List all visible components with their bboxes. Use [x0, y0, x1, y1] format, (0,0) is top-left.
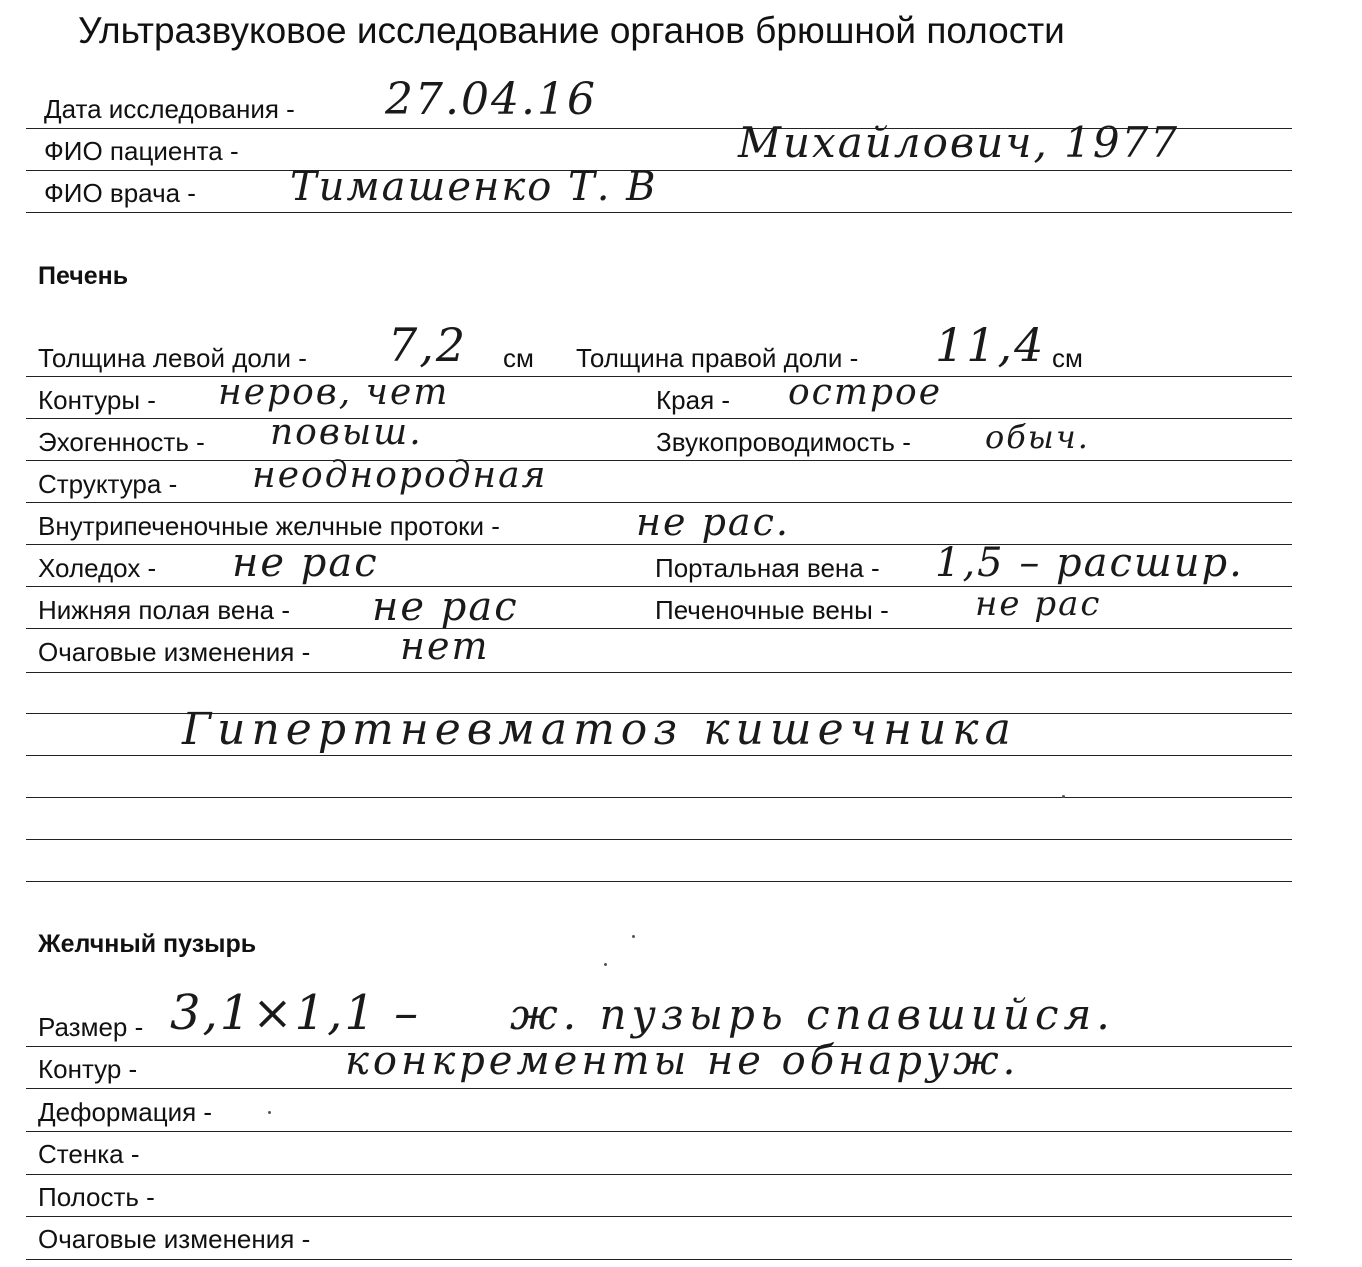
choledoch-label: Холедох -	[38, 553, 157, 583]
sound-value: обыч.	[985, 418, 1090, 456]
gb-line-5	[26, 1216, 1292, 1217]
gb-focal-label: Очаговые изменения -	[38, 1224, 311, 1254]
liver-line-13	[26, 881, 1292, 882]
size-label: Размер -	[38, 1012, 144, 1042]
patient-line	[26, 170, 1292, 171]
portal-label: Портальная вена -	[655, 553, 880, 583]
choledoch-value: не рас	[232, 540, 379, 586]
gb-line-4	[26, 1174, 1292, 1175]
size-note: ж. пузырь спавшийся.	[510, 990, 1115, 1039]
liver-focal-label: Очаговые изменения -	[38, 637, 311, 667]
portal-value: 1,5 – расшир.	[935, 540, 1244, 586]
liver-line-12	[26, 839, 1292, 840]
liver-note: Гипертневматоз кишечника	[182, 704, 1017, 755]
size-value: 3,1×1,1 –	[170, 985, 421, 1041]
echogenicity-label: Эхогенность -	[38, 427, 205, 457]
doctor-line	[26, 212, 1292, 213]
gb-line-6	[26, 1259, 1292, 1260]
date-value: 27.04.16	[385, 74, 597, 125]
liver-line-7	[26, 628, 1292, 629]
contours-label: Контуры -	[38, 385, 156, 415]
date-label: Дата исследования -	[44, 94, 295, 124]
liver-line-3	[26, 460, 1292, 461]
liver-line-2	[26, 418, 1292, 419]
patient-label: ФИО пациента -	[44, 136, 239, 166]
gb-line-3	[26, 1131, 1292, 1132]
left-lobe-value: 7,2	[388, 318, 468, 372]
liver-line-1	[26, 376, 1292, 377]
ducts-value: не рас.	[636, 500, 790, 544]
sound-label: Звукопроводимость -	[656, 427, 911, 457]
ivc-value: не рас	[372, 584, 519, 630]
left-lobe-label: Толщина левой доли -	[38, 343, 307, 373]
right-lobe-value: 11,4	[935, 318, 1046, 372]
contours-value: неров, чет	[218, 372, 450, 413]
paper-speck	[268, 1111, 271, 1114]
hepatic-value: не рас	[975, 584, 1102, 624]
patient-value: Михайлович, 1977	[738, 118, 1180, 167]
liver-focal-value: нет	[400, 624, 490, 668]
paper-speck	[1062, 795, 1065, 798]
structure-label: Структура -	[38, 469, 178, 499]
ivc-label: Нижняя полая вена -	[38, 595, 291, 625]
paper-speck	[632, 935, 635, 938]
deformation-label: Деформация -	[38, 1097, 213, 1127]
liver-line-11	[26, 797, 1292, 798]
right-lobe-unit: см	[1052, 343, 1083, 373]
cavity-label: Полость -	[38, 1182, 155, 1212]
contour-label: Контур -	[38, 1054, 138, 1084]
gallbladder-heading: Желчный пузырь	[38, 930, 257, 958]
contour-note: конкременты не обнаруж.	[345, 1038, 1020, 1084]
wall-label: Стенка -	[38, 1139, 140, 1169]
right-lobe-label: Толщина правой доли -	[576, 343, 859, 373]
liver-line-6	[26, 586, 1292, 587]
edges-value: острое	[788, 372, 942, 413]
gb-line-2	[26, 1088, 1292, 1089]
page-title: Ультразвуковое исследование органов брюшной полости	[78, 10, 1065, 51]
hepatic-label: Печеночные вены -	[655, 595, 889, 625]
ducts-label: Внутрипеченочные желчные протоки -	[38, 511, 500, 541]
echogenicity-value: повыш.	[270, 412, 423, 453]
doctor-label: ФИО врача -	[44, 178, 196, 208]
liver-line-8	[26, 672, 1292, 673]
liver-line-10	[26, 755, 1292, 756]
doctor-value: Тимашенко Т. В	[290, 164, 658, 210]
liver-heading: Печень	[38, 262, 129, 290]
structure-value: неоднородная	[252, 455, 548, 496]
edges-label: Края -	[656, 385, 731, 415]
paper-speck	[604, 963, 607, 966]
left-lobe-unit: см	[503, 343, 534, 373]
